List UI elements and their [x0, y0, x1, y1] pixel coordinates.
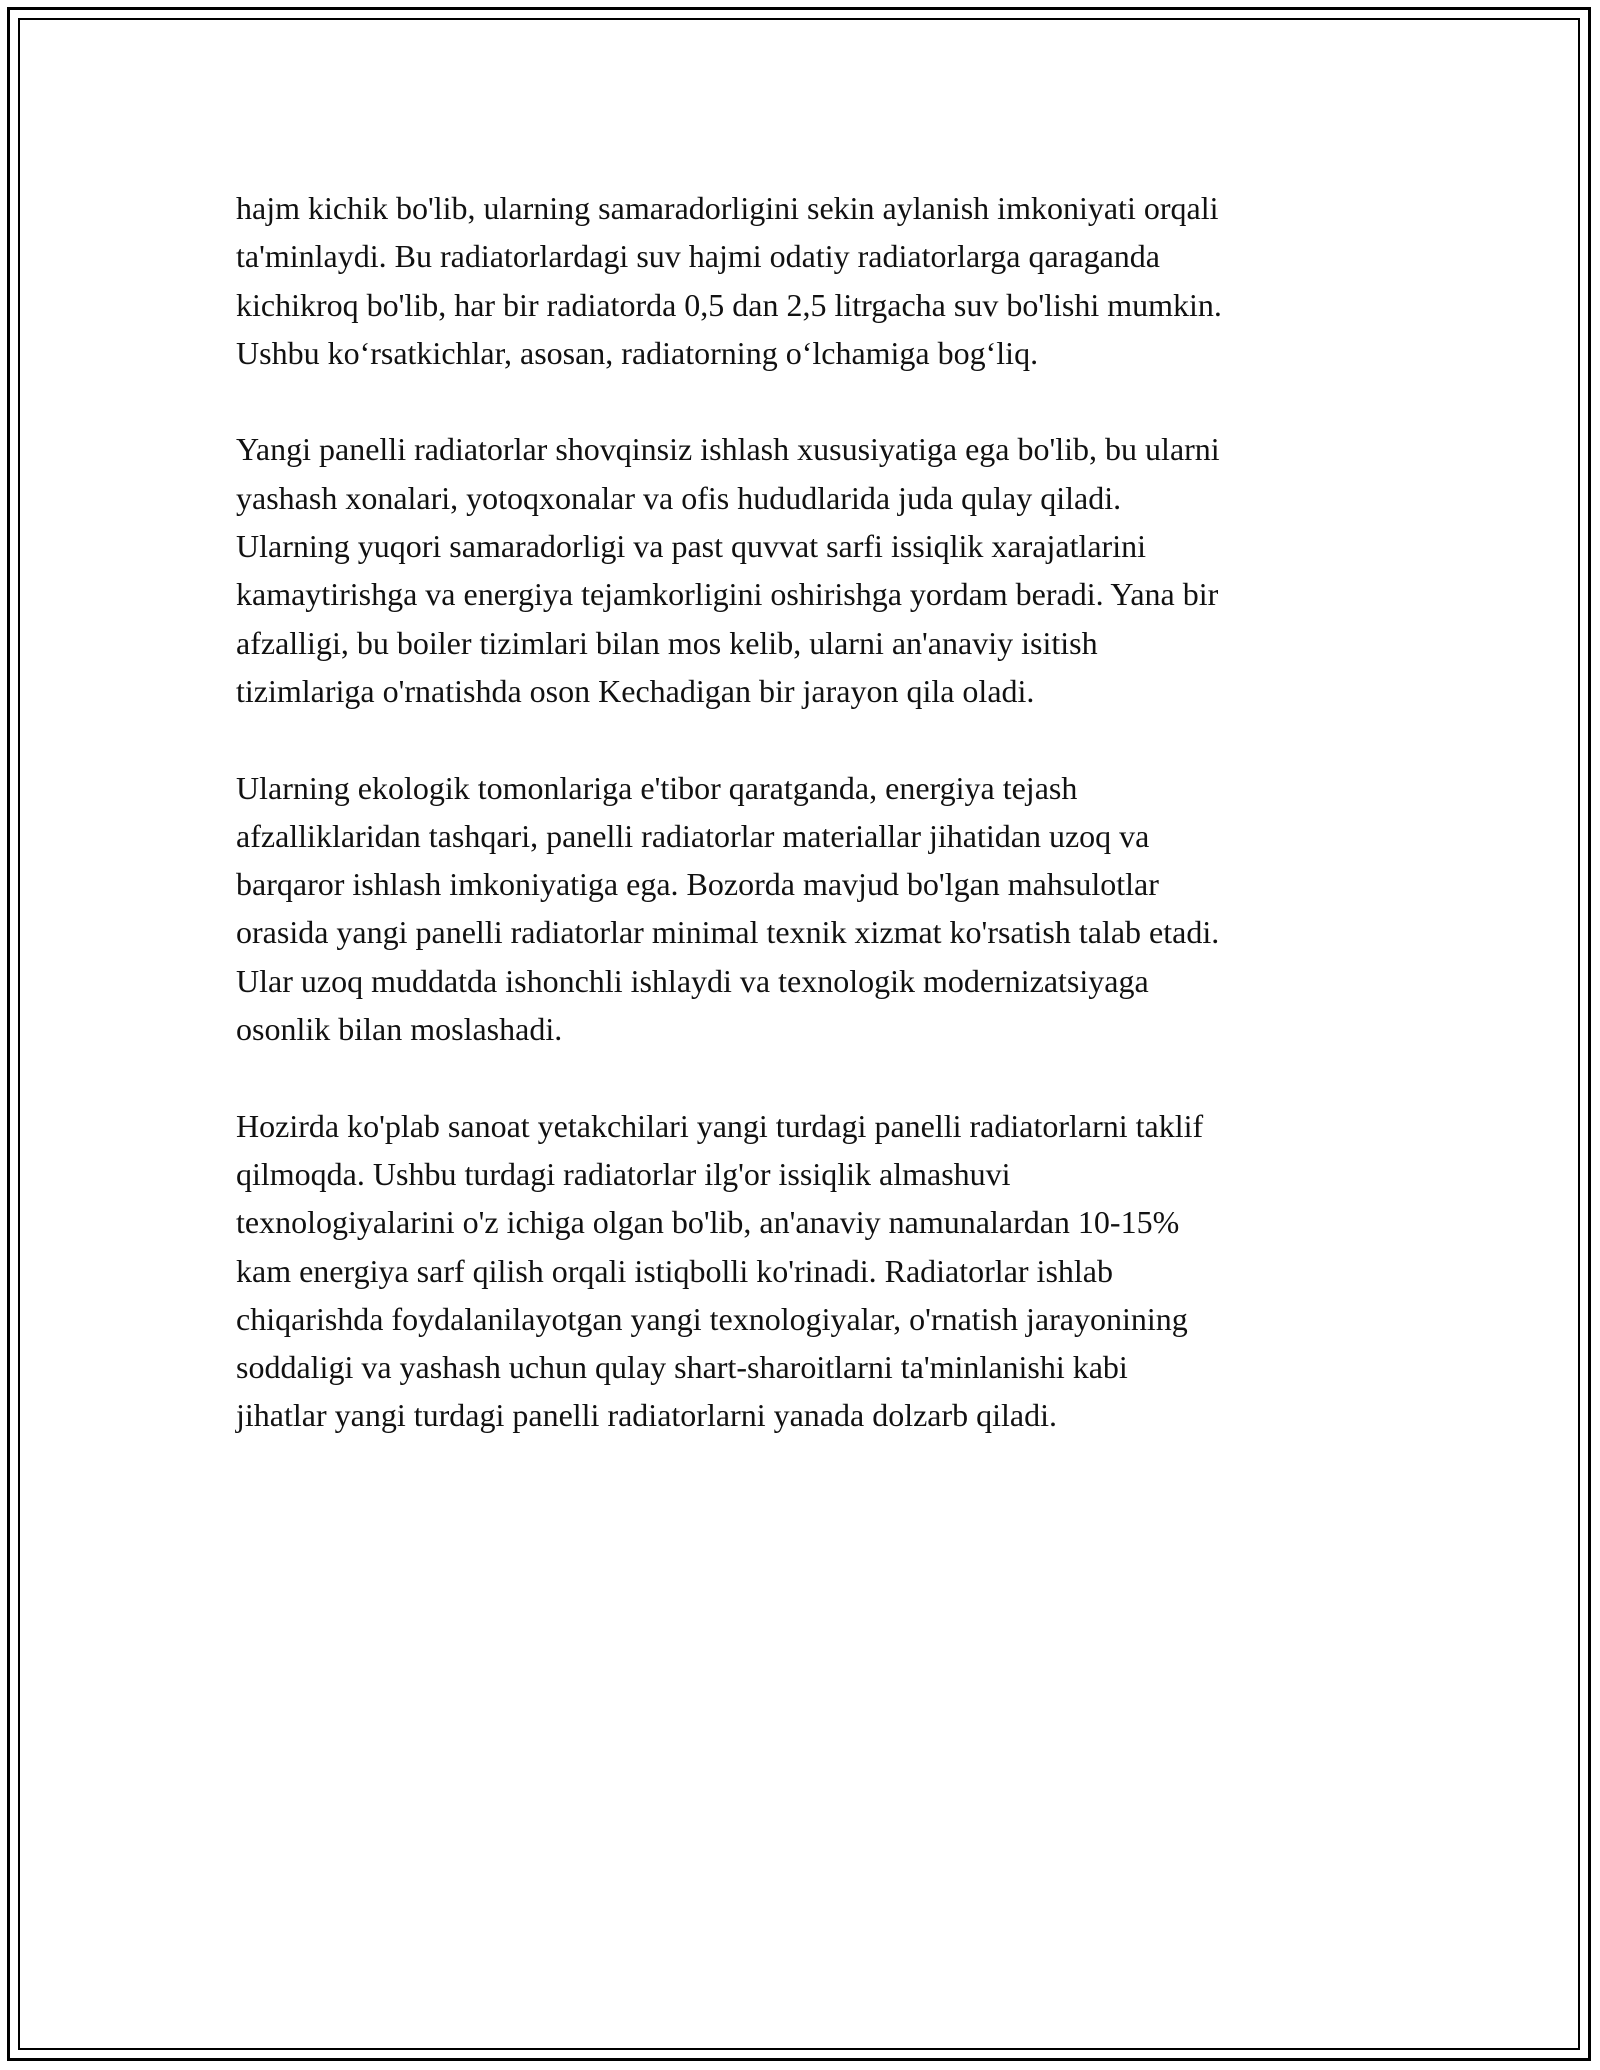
paragraph-2: Yangi panelli radiatorlar shovqinsiz ishlash xususiyatiga ega bo'lib, bu ularni yashash xonalari, yotoqxonalar va ofis hududlarida juda qulay qiladi. Ularning yuqori samaradorligi va past quvvat sarfi issiqlik xarajatlarini kamaytirishga va energiya tejamkorligini oshirishga yordam beradi. Yana bir afzalligi, bu boiler tizimlari bilan mos kelib, ularni an'anaviy isitish tizimlariga o'rnatishda oson Kechadigan bir jarayon qila oladi.	[236, 431, 1220, 709]
paragraph-3: Ularning ekologik tomonlariga e'tibor qaratganda, energiya tejash afzalliklaridan tashqari, panelli radiatorlar materiallar jihatidan uzoq va barqaror ishlash imkoniyatiga ega. Bozorda mavjud bo'lgan mahsulotlar orasida yangi panelli radiatorlar minimal texnik xizmat ko'rsatish talab etadi. Ular uzoq muddatda ishonchli ishlaydi va texnologik modernizatsiyaga osonlik bilan moslashadi.	[236, 769, 1220, 1048]
paragraph-1: hajm kichik bo'lib, ularning samaradorligini sekin aylanish imkoniyati orqali ta'minlaydi. Bu radiatorlardagi suv hajmi odatiy radiatorlarga qaraganda kichikroq bo'lib, har bir radiatorda 0,5 dan 2,5 litrgacha suv bo'lishi mumkin. Ushbu ko‘rsatkichlar, asosan, radiatorning o‘lchamiga bog‘liq.	[236, 190, 1222, 371]
paragraph-4: Hozirda ko'plab sanoat yetakchilari yangi turdagi panelli radiatorlarni taklif qilmoqda. Ushbu turdagi radiatorlar ilg'or issiqlik almashuvi texnologiyalarini o'z ichiga olgan bo'lib, an'anaviy namunalardan 10-15% kam energiya sarf qilish orqali istiqbolli ko'rinadi. Radiatorlar ishlab chiqarishda foydalanilayotgan yangi texnologiyalar, o'rnatish jarayonining soddaligi va yashash uchun qulay shart-sharoitlarni ta'minlanishi kabi jihatlar yangi turdagi panelli radiatorlarni yanada dolzarb qiladi.	[236, 1107, 1204, 1434]
document-body	[236, 184, 1376, 1488]
